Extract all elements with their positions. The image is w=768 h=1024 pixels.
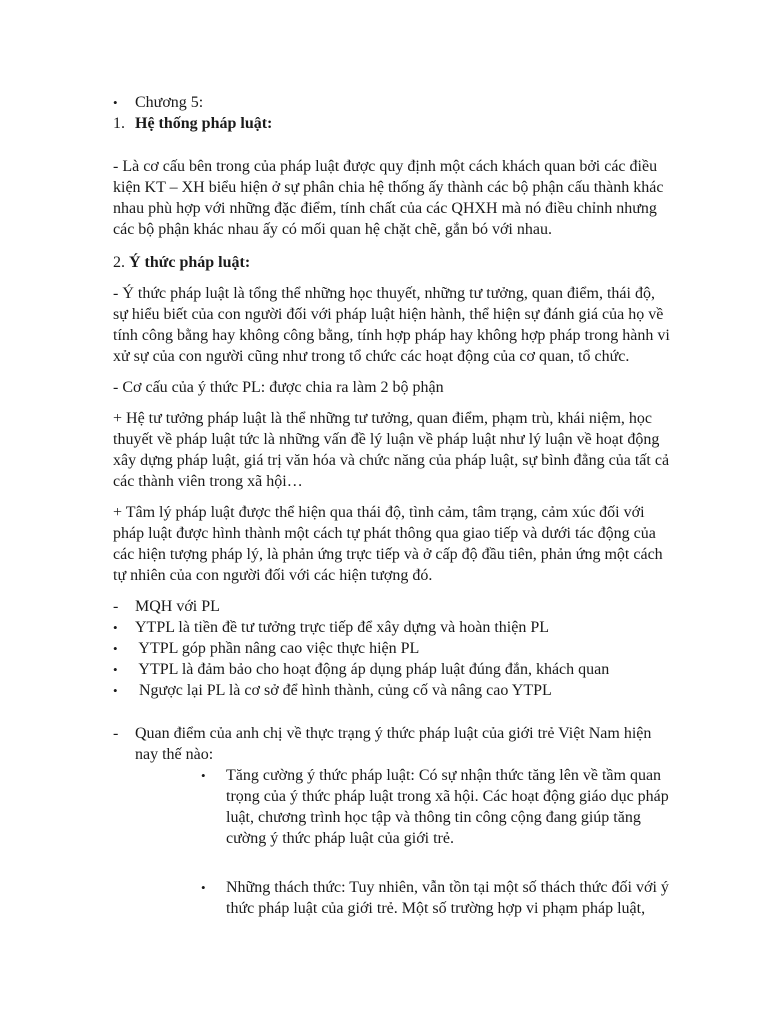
dash-marker: - — [113, 725, 119, 742]
mqh-item — [113, 617, 673, 638]
mqh-item — [113, 659, 673, 680]
mqh-label: MQH với PL — [135, 598, 220, 615]
mqh-item-text: YTPL là đảm bảo cho hoạt động áp dụng pháp luật đúng đắn, khách quan — [135, 661, 610, 678]
chapter-heading — [113, 92, 673, 113]
bullet-icon: • — [201, 880, 206, 895]
dash-marker: - — [113, 598, 119, 615]
question-heading — [113, 723, 673, 765]
section2-paragraph-3: + Hệ tư tưởng pháp luật là thể những tư tưởng, quan điểm, phạm trù, khái niệm, học thuyết về pháp luật tức là những vấn đề lý luận về pháp luật như lý luận về hoạt động xây dựng pháp luật, giá trị văn hóa và chức năng của pháp luật, sự bình đẳng của tất cả các thành viên trong xã hội… — [113, 410, 670, 490]
mqh-heading — [113, 596, 673, 617]
question-sub-list — [201, 765, 673, 919]
question-sub-item — [201, 765, 673, 849]
document-page — [113, 92, 673, 919]
section1-number: 1. — [113, 115, 125, 132]
section2-paragraph-4: + Tâm lý pháp luật được thể hiện qua thái độ, tình cảm, tâm trạng, cảm xúc đối với pháp luật được hình thành một cách tự phát thông qua giao tiếp và dưới tác động của các hiện tượng pháp lý, là phản ứng trực tiếp và ở cấp độ đầu tiên, phản ứng một cách tự nhiên của con người đối với các hiện tượng đó. — [113, 504, 663, 584]
chapter-label: Chương 5: — [135, 94, 204, 111]
bullet-icon: • — [113, 641, 118, 656]
mqh-item-text: Ngược lại PL là cơ sở để hình thành, củng cố và nâng cao YTPL — [135, 682, 552, 699]
section2-heading — [113, 252, 673, 273]
question-sub-item — [201, 877, 673, 919]
section1-heading — [113, 113, 673, 134]
bullet-icon: • — [113, 683, 118, 698]
section1-title: Hệ thống pháp luật: — [135, 115, 273, 132]
question-block — [113, 723, 673, 919]
section2-paragraph-2: - Cơ cấu của ý thức PL: được chia ra làm 2 bộ phận — [113, 379, 444, 396]
question-sub-item-text: Những thách thức: Tuy nhiên, vẫn tồn tại một số thách thức đối với ý thức pháp luật của giới trẻ. Một số trường hợp vi phạm pháp luật, — [226, 879, 669, 917]
mqh-item — [113, 638, 673, 659]
section2-title: Ý thức pháp luật: — [129, 254, 251, 271]
bullet-icon: • — [113, 95, 118, 110]
mqh-item-text: YTPL góp phần nâng cao việc thực hiện PL — [135, 640, 420, 657]
bullet-icon: • — [113, 662, 118, 677]
bullet-icon: • — [113, 620, 118, 635]
section2-paragraph-1: - Ý thức pháp luật là tổng thể những học thuyết, những tư tưởng, quan điểm, thái độ, sự hiểu biết của con người đối với pháp luật hiện hành, thể hiện sự đánh giá của họ về tính công bằng hay không công bằng, tính hợp pháp hay không hợp pháp trong hành vi xử sự của con người cũng như trong tổ chức các hoạt động của cơ quan, tổ chức. — [113, 285, 670, 365]
mqh-list — [113, 596, 673, 701]
section2-number: 2. — [113, 254, 125, 271]
bullet-icon: • — [201, 768, 206, 783]
question-sub-item-text: Tăng cường ý thức pháp luật: Có sự nhận thức tăng lên về tầm quan trọng của ý thức pháp luật trong xã hội. Các hoạt động giáo dục pháp luật, chương trình học tập và thông tin công cộng đang giúp tăng cường ý thức pháp luật của giới trẻ. — [226, 767, 669, 847]
section1-paragraph: - Là cơ cấu bên trong của pháp luật được quy định một cách khách quan bởi các điều kiện KT – XH biểu hiện ở sự phân chia hệ thống ấy thành các bộ phận cấu thành khác nhau phù hợp với những đặc điểm, tính chất của các QHXH mà nó điều chỉnh nhưng các bộ phận khác nhau ấy có mối quan hệ chặt chẽ, gắn bó với nhau. — [113, 158, 664, 238]
mqh-item-text: YTPL là tiền đề tư tưởng trực tiếp để xây dựng và hoàn thiện PL — [135, 619, 550, 636]
mqh-item — [113, 680, 673, 701]
question-text: Quan điểm của anh chị về thực trạng ý thức pháp luật của giới trẻ Việt Nam hiện nay thế nào: — [135, 725, 652, 763]
